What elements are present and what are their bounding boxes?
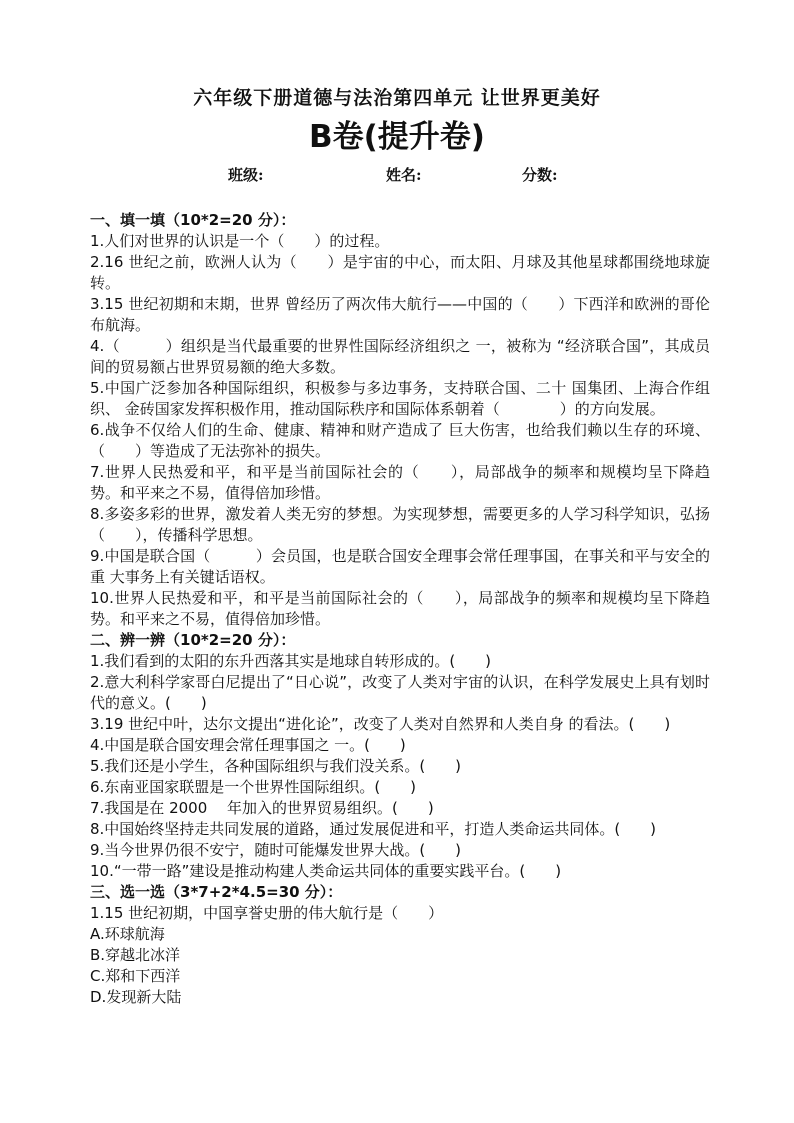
fill-question-2: 2.16 世纪之前，欧洲人认为（ ）是宇宙的中心，而太阳、月球及其他星球都围绕地球旋转。 (90, 253, 710, 292)
choose-option-d: D.发现新大陆 (90, 988, 182, 1006)
fill-question-6: 6.战争不仅给人们的生命、健康、精神和财产造成了 巨大伤害，也给我们赖以生存的环境、（ ）等造成了无法弥补的损失。 (90, 421, 710, 460)
fill-question-9: 9.中国是联合国（ ）会员国，也是联合国安全理事会常任理事国，在事关和平与安全的重 大事务上有关键话语权。 (90, 547, 710, 586)
exam-content (90, 210, 710, 1008)
student-info-line (0, 164, 794, 186)
section-judge-heading: 二、辨一辨（10*2=20 分）： (90, 631, 296, 649)
fill-question-10: 10.世界人民热爱和平，和平是当前国际社会的（ ），局部战争的频率和规模均呈下降趋势。和平来之不易，值得倍加珍惜。 (90, 589, 710, 628)
exam-title: B卷(提升卷) (309, 119, 485, 155)
fill-question-4: 4.（ ）组织是当代最重要的世界性国际经济组织之 一，被称为 “经济联合国”，其成员 间的贸易额占世界贸易额的绝大多数。 (90, 337, 710, 376)
judge-question-6: 6.东南亚国家联盟是一个世界性国际组织。( ) (90, 778, 417, 796)
judge-question-2: 2.意大利科学家哥白尼提出了“日心说”，改变了人类对宇宙的认识，在科学发展史上具有划时代的意义。( ) (90, 673, 710, 712)
score-label: 分数: (522, 166, 558, 184)
section-choose-heading: 三、选一选（3*7+2*4.5=30 分）： (90, 883, 343, 901)
judge-question-9: 9.当今世界仍很不安宁，随时可能爆发世界大战。( ) (90, 841, 462, 859)
judge-question-7: 7.我国是在 2000 年加入的世界贸易组织。( ) (90, 799, 434, 817)
choose-question-1: 1.15 世纪初期，中国享誉史册的伟大航行是（ ） (90, 904, 444, 922)
judge-question-8: 8.中国始终坚持走共同发展的道路，通过发展促进和平，打造人类命运共同体。( ) (90, 820, 657, 838)
choose-option-c: C.郑和下西洋 (90, 967, 181, 985)
fill-question-3: 3.15 世纪初期和末期，世界 曾经历了两次伟大航行——中国的（ ）下西洋和欧洲的哥伦布航海。 (90, 295, 710, 334)
choose-option-a: A.环球航海 (90, 925, 165, 943)
fill-question-7: 7.世界人民热爱和平，和平是当前国际社会的（ ），局部战争的频率和规模均呈下降趋势。和平来之不易，值得倍加珍惜。 (90, 463, 710, 502)
fill-question-5: 5.中国广泛参加各种国际组织，积极参与多边事务，支持联合国、二十 国集团、上海合作组织、 金砖国家发挥积极作用，推动国际秩序和国际体系朝着（ ）的方向发展。 (90, 379, 710, 418)
name-label: 姓名: (386, 166, 422, 184)
fill-question-8: 8.多姿多彩的世界，激发着人类无穷的梦想。为实现梦想，需要更多的人学习科学知识，弘扬（ ），传播科学思想。 (90, 505, 710, 544)
choose-option-b: B.穿越北冰洋 (90, 946, 181, 964)
judge-question-4: 4.中国是联合国安理会常任理事国之 一。( ) (90, 736, 406, 754)
exam-subtitle: 六年级下册道德与法治第四单元 让世界更美好 (193, 87, 601, 109)
class-label: 班级: (228, 166, 264, 184)
judge-question-10: 10.“一带一路”建设是推动构建人类命运共同体的重要实践平台。( ) (90, 862, 562, 880)
section-fill-heading: 一、填一填（10*2=20 分）： (90, 211, 296, 229)
fill-question-1: 1.人们对世界的认识是一个（ ）的过程。 (90, 232, 390, 250)
judge-question-3: 3.19 世纪中叶，达尔文提出“进化论”，改变了人类对自然界和人类自身 的看法。( ) (90, 715, 671, 733)
judge-question-1: 1.我们看到的太阳的东升西落其实是地球自转形成的。( ) (90, 652, 492, 670)
judge-question-5: 5.我们还是小学生，各种国际组织与我们没关系。( ) (90, 757, 462, 775)
